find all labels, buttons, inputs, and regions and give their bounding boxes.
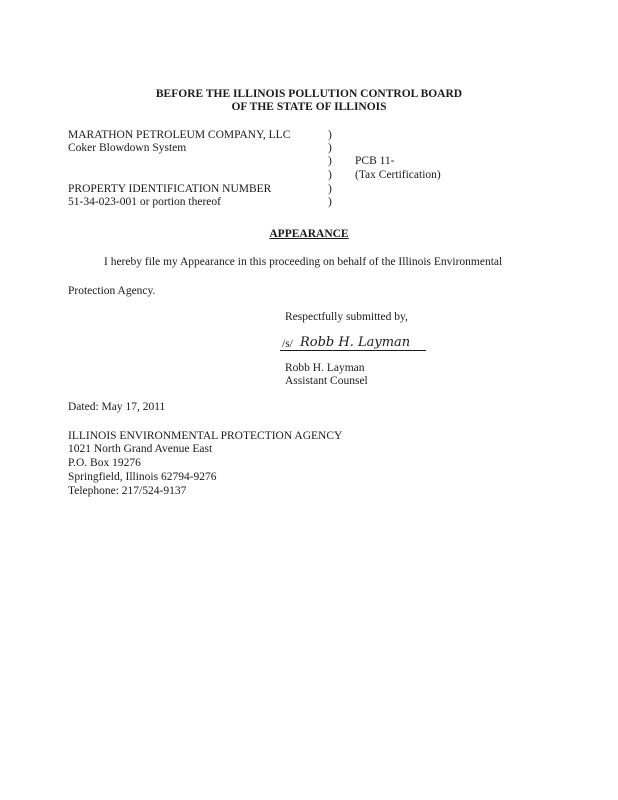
body-line-2: Protection Agency. [68,285,156,297]
caption-paren: ) [328,196,332,208]
caption-paren: ) [328,155,332,167]
case-number: PCB 11- [355,155,395,167]
board-heading-line-1: BEFORE THE ILLINOIS POLLUTION CONTROL BOARD [155,88,463,100]
agency-phone: Telephone: 217/524-9137 [68,485,187,497]
body-line-1: I hereby file my Appearance in this proceeding on behalf of the Illinois Environmental [104,256,503,268]
board-heading-line-2: OF THE STATE OF ILLINOIS [231,101,387,113]
petitioner-system: Coker Blowdown System [68,142,187,154]
caption-paren: ) [328,129,332,141]
agency-po-box: P.O. Box 19276 [68,457,141,469]
caption-paren: ) [328,142,332,154]
signer-title: Assistant Counsel [285,375,368,387]
caption-paren: ) [328,169,332,181]
agency-city: Springfield, Illinois 62794-9276 [68,471,217,483]
signer-name: Robb H. Layman [285,362,365,374]
petitioner-name: MARATHON PETROLEUM COMPANY, LLC [68,129,291,141]
agency-street: 1021 North Grand Avenue East [68,443,213,455]
handwritten-signature: Robb H. Layman [300,335,411,350]
property-id-label: PROPERTY IDENTIFICATION NUMBER [68,183,272,195]
agency-name: ILLINOIS ENVIRONMENTAL PROTECTION AGENCY [68,430,343,442]
signature-prefix: /s/ [282,338,293,350]
caption-paren: ) [328,183,332,195]
document-title: APPEARANCE [269,228,349,240]
signature-line [280,350,426,351]
date-line: Dated: May 17, 2011 [68,401,166,413]
property-id-value: 51-34-023-001 or portion thereof [68,196,221,208]
closing: Respectfully submitted by, [285,311,408,323]
case-type: (Tax Certification) [355,169,441,181]
